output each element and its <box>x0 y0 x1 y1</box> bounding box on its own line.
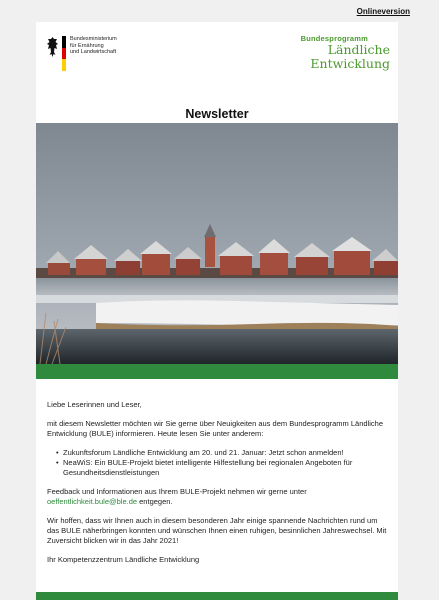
online-version-link[interactable]: Onlineversion <box>356 7 410 16</box>
signature: Ihr Kompetenzzentrum Ländliche Entwicklung <box>47 555 200 564</box>
bule-logo-line-2: Entwicklung <box>310 55 390 71</box>
newsletter-body <box>47 400 391 574</box>
list-item: • NeaWiS: Ein BULE-Projekt bietet intelligente Hilfestellung bei regionalen Angeboten für Gesundheitsdienstleistungen <box>56 458 391 478</box>
newsletter-card <box>36 22 398 600</box>
email-link[interactable]: oeffentlichkeit.bule@ble.de <box>47 497 138 506</box>
green-divider-bar <box>36 364 398 379</box>
ministry-line-1: Bundesministerium <box>70 36 117 42</box>
bule-logo[interactable] <box>301 34 390 70</box>
bmel-logo[interactable] <box>46 36 117 71</box>
german-flag-stripe <box>62 36 66 71</box>
feedback-text <box>47 487 391 507</box>
ministry-line-3: und Landwirtschaft <box>70 49 117 55</box>
bottom-green-bar <box>36 592 398 600</box>
ministry-line-2: für Ernährung <box>70 42 104 49</box>
greeting: Liebe Leserinnen und Leser, <box>47 400 142 409</box>
list-item: • Zukunftsforum Ländliche Entwicklung am 20. und 21. Januar: Jetzt schon anmelden! <box>56 448 391 458</box>
feedback-text-start: Feedback und Informationen aus Ihrem BULE-Projekt nehmen wir gerne unter <box>47 487 307 496</box>
bule-logo-small: Bundesprogramm <box>300 34 368 43</box>
federal-eagle-icon <box>46 36 59 58</box>
newsletter-title: Newsletter <box>185 107 249 121</box>
topic-list <box>47 448 391 478</box>
hero-photo <box>36 123 398 364</box>
ministry-name <box>70 36 117 56</box>
header-logos <box>36 22 398 80</box>
bule-logo-title <box>301 43 390 70</box>
bule-logo-line-1: Ländliche <box>327 42 390 57</box>
feedback-text-end: entgegen. <box>139 497 173 506</box>
intro-text: mit diesem Newsletter möchten wir Sie gerne über Neuigkeiten aus dem Bundesprogramm Ländliche Entwicklung (BULE) informieren. Heute lesen Sie unter anderem: <box>47 419 383 438</box>
closing-text: Wir hoffen, dass wir Ihnen auch in diesem besonderen Jahr einige spannende Nachrichten rund um das BULE näherbringen konnten und wünschen Ihnen einen ruhigen, besinnlichen Jahreswechsel. Mit Zuversicht blicken wir in das Jahr 2021! <box>47 516 387 545</box>
